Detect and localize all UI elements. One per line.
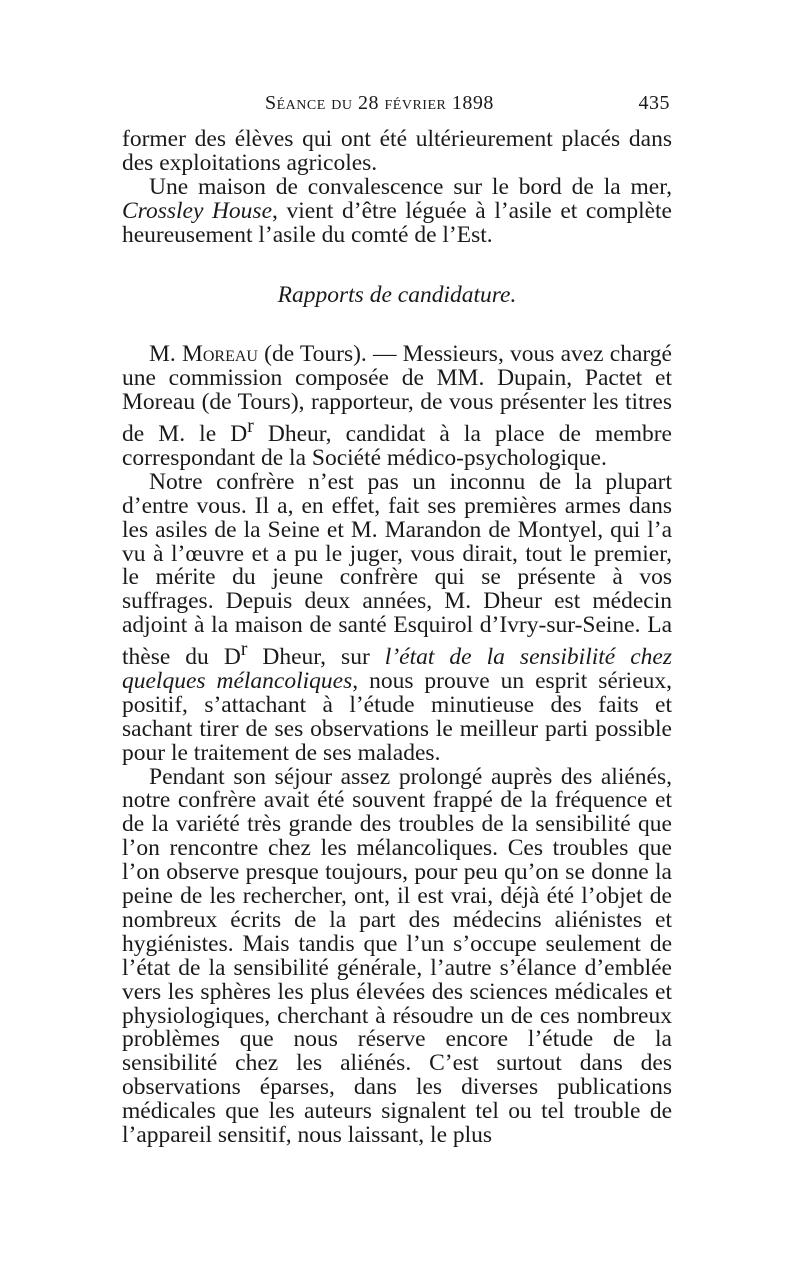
running-title: Séance du 28 février 1898 (265, 92, 494, 114)
italic-thesis-title: l’état de la sensibilité chez quelques mélancoliques (122, 643, 672, 694)
superscript: r (240, 639, 248, 661)
text-run: Notre confrère n’est pas un inconnu de la plupart d’entre vous. Il a, en effet, fait ses premières armes dans les asiles de la Seine et M. Marandon de Montyel, qui l’a vu à l’œuvre et a pu le juger, vous dirait, tout le premier, le mérite du jeune confrère qui se présente à vos suffrages. Depuis deux années, M. Dheur est médecin adjoint à la maison de santé Esquirol d’Ivry-sur-Seine. La thèse du D (122, 468, 672, 670)
paragraph-dheur (122, 468, 673, 766)
text-run: , vient d’être léguée à l’asile et complète heureusement l’asile du comté de l’Est. (122, 197, 672, 248)
running-header (255, 92, 670, 122)
text-run: Dheur, candidat à la place de membre correspondant de la Société médico-psychologique. (122, 420, 672, 471)
page-number: 435 (638, 92, 670, 114)
text-run: (de Tours). — Messieurs, vous avez chargé une commission composée de MM. Dupain, Pactet et Moreau (de Tours), rapporteur, de vous présenter les titres de M. le D (122, 341, 672, 447)
text-run: Une maison de convalescence sur le bord de la mer, (149, 173, 672, 200)
paragraph-continuation: former des élèves qui ont été ultérieurement placés dans des exploitations agricoles. (122, 126, 672, 176)
text-run: Dheur, sur (247, 643, 385, 670)
page-body (122, 128, 672, 1148)
section-heading: Rapports de candidature. (277, 281, 517, 308)
paragraph-moreau-report (122, 343, 672, 470)
paragraph-crossley-house (122, 173, 672, 248)
superscript: r (247, 416, 254, 438)
paragraph-sensibility: Pendant son séjour assez prolongé auprès des aliénés, notre confrère avait été souvent frappé de la fréquence et de la variété très grande des troubles de la sensibilité que l’on rencontre chez les mélancoliques. Ces troubles que l’on observe presque toujours, pour peu qu’on se donne la peine de les rechercher, ont, il est vrai, déjà été l’objet de nombreux écrits de la part des médecins aliénistes et hygiénistes. Mais tandis que l’un s’occupe seulement de l’état de la sensibilité générale, l’autre s’élance d’emblée vers les sphères les plus élevées des sciences médicales et physiologiques, cherchant à résoudre un de ces nombreux problèmes que nous réserve encore l’étude de la sensibilité chez les aliénés. C’est surtout dans des observations éparses, dans les diverses publications médicales que les auteurs signalent tel ou tel trouble de l’appareil sensitif, nous laissant, le plus (122, 763, 672, 1149)
text-run: M. (149, 341, 182, 368)
italic-house-name: Crossley House (122, 197, 273, 224)
text-run: , nous prouve un esprit sérieux, positif, s’attachant à l’étude minutieuse des faits et sachant tirer de ses observations le meilleur parti possible pour le traitement de ses malades. (122, 667, 673, 766)
speaker-name: Moreau (181, 341, 258, 368)
